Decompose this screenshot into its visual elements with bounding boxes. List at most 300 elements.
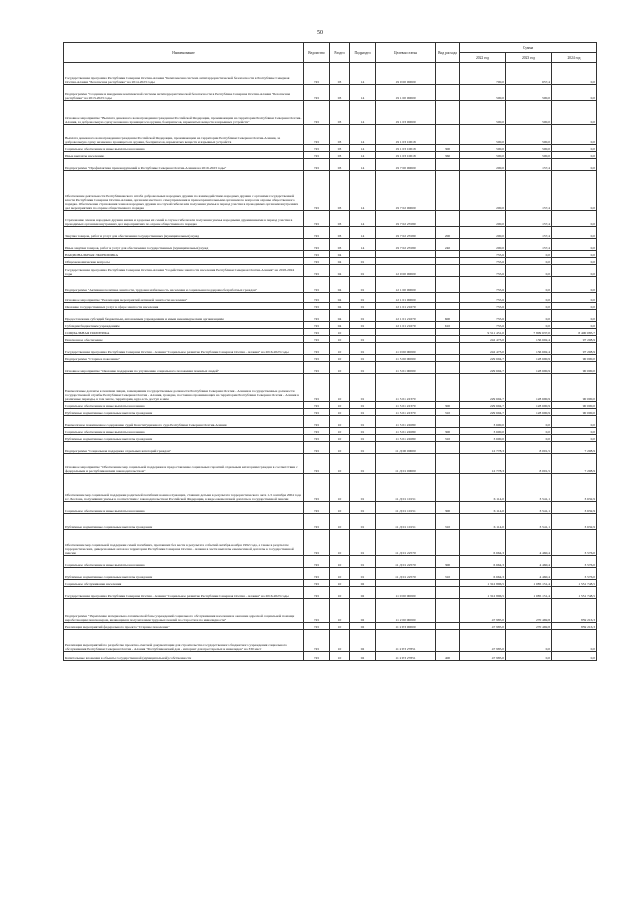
table-body bbox=[64, 63, 597, 661]
table-cell-p: 14 bbox=[350, 227, 376, 239]
table-cell-r: 03 bbox=[330, 125, 350, 145]
table-row bbox=[64, 587, 597, 599]
table-cell-a: 755,6 bbox=[460, 258, 506, 265]
table-cell-b: 0,0 bbox=[506, 310, 552, 322]
table-cell-b: 0,0 bbox=[506, 251, 552, 258]
table-cell-a: 500,0 bbox=[460, 101, 506, 125]
table-cell-n: Государственная программа Республики Северная Осетия - Алания "Социальное развитие Республики Северная Осетия - Алания" на 2016-2023 годы bbox=[64, 587, 304, 599]
table-cell-c: 0,0 bbox=[552, 258, 597, 265]
table-cell-cs: 11 0 00 00000 bbox=[376, 343, 436, 355]
table-cell-p: 01 bbox=[350, 374, 376, 402]
table-row bbox=[64, 152, 597, 159]
table-row bbox=[64, 251, 597, 258]
table-cell-a: 200,0 bbox=[460, 159, 506, 171]
table-cell-n: Социальное обеспечение и иные выплаты населению bbox=[64, 145, 304, 152]
table-cell-p: 14 bbox=[350, 152, 376, 159]
table-cell-c: 859 216,3 bbox=[552, 599, 597, 623]
table-cell-r: 10 bbox=[330, 362, 350, 374]
table-cell-b: 500,0 bbox=[506, 152, 552, 159]
table-cell-b: 128 690,9 bbox=[506, 362, 552, 374]
table-cell-p: 01 bbox=[350, 343, 376, 355]
table-cell-c: 0,0 bbox=[552, 63, 597, 85]
table-cell-b: 0,0 bbox=[506, 630, 552, 652]
table-row bbox=[64, 416, 597, 428]
table-cell-vr bbox=[436, 580, 460, 587]
table-cell-b: 0,0 bbox=[506, 293, 552, 303]
table-cell-r: 10 bbox=[330, 514, 350, 530]
table-cell-p: 02 bbox=[350, 623, 376, 630]
table-cell-p: 01 bbox=[350, 293, 376, 303]
table-cell-b: 657,4 bbox=[506, 63, 552, 85]
table-cell-r: 03 bbox=[330, 171, 350, 211]
table-cell-vr: 300 bbox=[436, 402, 460, 409]
table-cell-n: Обеспечение мер социальной поддержки родителей погибших военнослужащих, ставших детьми в результате террористического акта 1-3 сентября 2004 года в г. Беслане, получивших увечья в соответствии с законодательством Российской Федерации, в виде ежемесячной доплаты к государственной пенсии bbox=[64, 474, 304, 502]
table-cell-c: 90 000,0 bbox=[552, 409, 597, 416]
table-cell-v: 745 bbox=[304, 239, 330, 251]
table-cell-c: 97 208,9 bbox=[552, 343, 597, 355]
table-cell-p: 14 bbox=[350, 211, 376, 227]
table-cell-p: 01 bbox=[350, 514, 376, 530]
table-cell-n: Подпрограмма "Старшее поколение" bbox=[64, 355, 304, 362]
table-cell-r: 04 bbox=[330, 322, 350, 329]
table-cell-vr: 300 bbox=[436, 556, 460, 568]
table-cell-c: 3 576,0 bbox=[552, 556, 597, 568]
table-cell-r: 10 bbox=[330, 336, 350, 343]
table-cell-cs: 12 1 01 21670 bbox=[376, 322, 436, 329]
table-cell-vr: 300 bbox=[436, 428, 460, 435]
table-cell-a: 47 985,0 bbox=[460, 623, 506, 630]
table-cell-cs: 19 7 02 25580 bbox=[376, 211, 436, 227]
table-cell-a: 229 694,7 bbox=[460, 402, 506, 409]
table-cell-vr: 600 bbox=[436, 310, 460, 322]
table-cell-n: Публичные нормативные социальные выплаты гражданам bbox=[64, 514, 304, 530]
table-cell-b: 157,4 bbox=[506, 239, 552, 251]
table-cell-vr: 310 bbox=[436, 435, 460, 442]
table-cell-b: 8 001,5 bbox=[506, 442, 552, 454]
table-cell-cs: 11 5 01 22680 bbox=[376, 435, 436, 442]
table-cell-c: 0,0 bbox=[552, 428, 597, 435]
table-cell-b: 0,0 bbox=[506, 322, 552, 329]
budget-table bbox=[63, 42, 597, 661]
table-row bbox=[64, 125, 597, 145]
table-cell-b: 500,0 bbox=[506, 125, 552, 145]
table-row bbox=[64, 159, 597, 171]
table-cell-v: 745 bbox=[304, 277, 330, 293]
table-cell-v: 745 bbox=[304, 454, 330, 474]
table-cell-r: 03 bbox=[330, 211, 350, 227]
table-cell-cs: 12 1 01 21670 bbox=[376, 303, 436, 310]
table-cell-n: Подпрограмма "Профилактика правонарушений в Республике Северная Осетия-Алания на 2019-2023 годы" bbox=[64, 159, 304, 171]
table-cell-b: 136 692,4 bbox=[506, 336, 552, 343]
table-cell-r: 10 bbox=[330, 402, 350, 409]
table-cell-p: 14 bbox=[350, 239, 376, 251]
table-cell-b: 128 690,9 bbox=[506, 355, 552, 362]
table-row bbox=[64, 63, 597, 85]
table-cell-cs: 11 Д 00 00000 bbox=[376, 442, 436, 454]
table-cell-cs: 11 Д 01 10151 bbox=[376, 474, 436, 502]
table-cell-c: 97 208,9 bbox=[552, 336, 597, 343]
table-cell-cs: 19 1 03 10018 bbox=[376, 145, 436, 152]
table-cell-c: 0,0 bbox=[552, 293, 597, 303]
table-row bbox=[64, 556, 597, 568]
table-cell-n: Обеспечение деятельности Республиканского штаба добровольных народных дружин по взаимодействию народных дружин с органами государственной власти Республики Северная Осетия-Алания, органами местного самоуправления и правоохранительными органами по вопросам охраны общественного порядка. Обеспечение страхования членов народных дружин на случай гибели или получения увечья в период участия в проводимых органами внутренних дел мероприятиях по охране общественного порядка bbox=[64, 171, 304, 211]
table-cell-r: 10 bbox=[330, 530, 350, 556]
table-cell-p: 01 bbox=[350, 310, 376, 322]
table-row bbox=[64, 630, 597, 652]
table-cell-a: 200,0 bbox=[460, 171, 506, 211]
table-cell-v: 745 bbox=[304, 409, 330, 416]
table-cell-r: 03 bbox=[330, 85, 350, 101]
table-cell-n: Государственная программа Республики Северная Осетия-Алания "Комплексная система антитеррористической безопасности в Республике Северная Осетия-Алания "Безопасная республика" на 2014-2023 годы bbox=[64, 63, 304, 85]
table-cell-r: 04 bbox=[330, 251, 350, 258]
table-cell-p: 01 bbox=[350, 336, 376, 343]
table-cell-cs: 19 1 03 00000 bbox=[376, 101, 436, 125]
table-cell-a: 755,6 bbox=[460, 277, 506, 293]
table-cell-cs: 19 7 00 00000 bbox=[376, 159, 436, 171]
table-row bbox=[64, 580, 597, 587]
table-cell-vr bbox=[436, 258, 460, 265]
table-cell-p: 01 bbox=[350, 454, 376, 474]
table-cell-p: 01 bbox=[350, 362, 376, 374]
table-cell-r: 10 bbox=[330, 435, 350, 442]
table-cell-a: 9 511 451,0 bbox=[460, 329, 506, 336]
table-cell-vr bbox=[436, 329, 460, 336]
table-cell-b: 8 001,5 bbox=[506, 454, 552, 474]
table-cell-b: 157,4 bbox=[506, 159, 552, 171]
table-cell-vr: 300 bbox=[436, 145, 460, 152]
table-cell-c: 0,0 bbox=[552, 171, 597, 211]
table-cell-c: 0,0 bbox=[552, 277, 597, 293]
table-cell-cs: 19 1 00 00000 bbox=[376, 85, 436, 101]
table-row bbox=[64, 303, 597, 310]
table-cell-cs: 11 5 01 22680 bbox=[376, 416, 436, 428]
table-cell-r: 03 bbox=[330, 145, 350, 152]
table-cell-c: 90 000,0 bbox=[552, 355, 597, 362]
table-cell-vr bbox=[436, 362, 460, 374]
table-cell-cs: 11 2 Р3 27851 bbox=[376, 652, 436, 661]
table-cell-cs: 19 1 03 10018 bbox=[376, 152, 436, 159]
table-cell-vr bbox=[436, 211, 460, 227]
table-cell-r: 04 bbox=[330, 303, 350, 310]
table-cell-cs bbox=[376, 329, 436, 336]
table-cell-b: 4 460,4 bbox=[506, 530, 552, 556]
table-cell-b: 128 690,9 bbox=[506, 402, 552, 409]
table-cell-a: 500,0 bbox=[460, 145, 506, 152]
table-cell-p: 01 bbox=[350, 416, 376, 428]
table-cell-b: 128 690,9 bbox=[506, 409, 552, 416]
table-cell-v: 745 bbox=[304, 310, 330, 322]
table-cell-cs: 11 Д 01 10151 bbox=[376, 514, 436, 530]
table-row bbox=[64, 623, 597, 630]
table-cell-cs: 11 Д 01 10151 bbox=[376, 502, 436, 514]
table-cell-r: 10 bbox=[330, 630, 350, 652]
table-cell-p: 01 bbox=[350, 530, 376, 556]
table-cell-v: 745 bbox=[304, 428, 330, 435]
table-cell-p: 01 bbox=[350, 258, 376, 265]
table-cell-cs: 11 5 01 00000 bbox=[376, 362, 436, 374]
table-cell-vr bbox=[436, 416, 460, 428]
table-cell-v: 745 bbox=[304, 416, 330, 428]
table-cell-v: 745 bbox=[304, 599, 330, 623]
table-cell-b: 157,4 bbox=[506, 227, 552, 239]
table-cell-c: 0,0 bbox=[552, 435, 597, 442]
table-cell-v: 745 bbox=[304, 343, 330, 355]
table-cell-v: 745 bbox=[304, 502, 330, 514]
table-cell-vr bbox=[436, 442, 460, 454]
table-cell-cs bbox=[376, 251, 436, 258]
table-cell-vr bbox=[436, 530, 460, 556]
table-cell-n: Государственная программа Республики Северная Осетия - Алания "Социальное развитие Республики Северная Осетия - Алания" на 2016-2023 годы bbox=[64, 343, 304, 355]
table-cell-b: 128 690,9 bbox=[506, 374, 552, 402]
table-cell-r: 03 bbox=[330, 101, 350, 125]
table-cell-a: 6 114,0 bbox=[460, 502, 506, 514]
table-cell-a: 6 664,3 bbox=[460, 556, 506, 568]
table-cell-p: 14 bbox=[350, 159, 376, 171]
table-cell-vr bbox=[436, 454, 460, 474]
table-cell-v: 745 bbox=[304, 435, 330, 442]
table-cell-b: 4 460,4 bbox=[506, 568, 552, 580]
table-cell-a: 755,6 bbox=[460, 322, 506, 329]
table-row bbox=[64, 211, 597, 227]
table-cell-vr bbox=[436, 265, 460, 277]
table-cell-c: 90 000,0 bbox=[552, 362, 597, 374]
table-cell-b: 4 460,4 bbox=[506, 556, 552, 568]
table-cell-a: 229 694,7 bbox=[460, 362, 506, 374]
table-cell-c: 0,0 bbox=[552, 310, 597, 322]
table-cell-n: Основное мероприятие "Выплата денежного вознаграждения гражданам Российской Федерации, проживающим на территории Республики Северная Осетия-Алания, за добровольную сдачу незаконно хранящегося оружия, боеприпасов, взрывчатых веществ и взрывных устройств" bbox=[64, 101, 304, 125]
table-cell-vr bbox=[436, 101, 460, 125]
table-cell-n: Подпрограмма "Укрепление материально-технической базы учреждений социального обслуживания населения и оказание адресной социальной помощи неработающим пенсионерам, являющимся получателями трудовых пенсий по старости и по инвалидности" bbox=[64, 599, 304, 623]
table-cell-b: 3 541,1 bbox=[506, 514, 552, 530]
table-cell-n: Подпрограмма "Активная политика занятости, трудовая мобильность населения и социальная поддержка безработных граждан" bbox=[64, 277, 304, 293]
table-cell-v: 745 bbox=[304, 474, 330, 502]
table-cell-a: 755,6 bbox=[460, 310, 506, 322]
table-cell-n: Ежемесячное пожизненное содержание судей Конституционного суда Республики Северная Осетия-Алания bbox=[64, 416, 304, 428]
table-cell-n: Предоставление субсидий бюджетным, автономным учреждениям и иным некоммерческим организациям bbox=[64, 310, 304, 322]
table-cell-r: 10 bbox=[330, 409, 350, 416]
table-row bbox=[64, 530, 597, 556]
table-row bbox=[64, 145, 597, 152]
table-row bbox=[64, 343, 597, 355]
table-cell-v: 745 bbox=[304, 251, 330, 258]
table-cell-n: Социальное обеспечение и иные выплаты населению bbox=[64, 402, 304, 409]
table-cell-v: 745 bbox=[304, 258, 330, 265]
table-cell-cs: 11 5 00 00000 bbox=[376, 355, 436, 362]
table-cell-cs: 11 Д 01 22570 bbox=[376, 556, 436, 568]
table-cell-cs bbox=[376, 336, 436, 343]
table-cell-p: 01 bbox=[350, 556, 376, 568]
table-cell-p: 01 bbox=[350, 355, 376, 362]
table-cell-vr bbox=[436, 336, 460, 343]
table-cell-cs: 19 0 00 00000 bbox=[376, 63, 436, 85]
table-cell-c: 0,0 bbox=[552, 265, 597, 277]
table-row bbox=[64, 599, 597, 623]
table-cell-p: 14 bbox=[350, 63, 376, 85]
table-cell-vr: 310 bbox=[436, 409, 460, 416]
table-cell-n: Оказание государственных услуг в сфере занятости населения bbox=[64, 303, 304, 310]
header-year-2022: 2022 год bbox=[460, 53, 506, 63]
table-cell-a: 755,6 bbox=[460, 293, 506, 303]
table-cell-p: 01 bbox=[350, 265, 376, 277]
table-cell-cs: 19 1 03 10018 bbox=[376, 125, 436, 145]
table-cell-r: 10 bbox=[330, 599, 350, 623]
table-cell-p: 01 bbox=[350, 303, 376, 310]
table-cell-a: 6 114,0 bbox=[460, 474, 506, 502]
table-cell-a: 242 473,0 bbox=[460, 343, 506, 355]
table-cell-b: 270 469,8 bbox=[506, 623, 552, 630]
table-cell-p: 14 bbox=[350, 85, 376, 101]
table-cell-a: 3 600,0 bbox=[460, 435, 506, 442]
table-cell-b: 7 809 637,0 bbox=[506, 329, 552, 336]
table-cell-n: Социальное обеспечение и иные выплаты населению bbox=[64, 502, 304, 514]
table-cell-c: 0,0 bbox=[552, 145, 597, 152]
table-cell-n: Подпрограмма "Создание и внедрение комплексной системы антитеррористической безопасности в Республике Северная Осетия-Алания "Безопасная республика" на 2013-2023 годы bbox=[64, 85, 304, 101]
table-cell-vr bbox=[436, 374, 460, 402]
table-row bbox=[64, 409, 597, 416]
table-cell-c: 1 551 748,5 bbox=[552, 580, 597, 587]
table-cell-a: 755,6 bbox=[460, 251, 506, 258]
table-cell-a: 47 985,0 bbox=[460, 652, 506, 661]
table-cell-v: 745 bbox=[304, 652, 330, 661]
table-cell-n: Ежемесячные доплаты к пенсиям лицам, замещавшим государственные должности Республики Северная Осетия - Алания и государственные должности государственной службы Республики Северная Осетия - Алания, граждан, постоянно проживающих на территории Республики Северная Осетия - Алания в различные периоды, в том числе, территории, куда есть доступ к ним bbox=[64, 374, 304, 402]
table-cell-a: 200,0 bbox=[460, 227, 506, 239]
table-row bbox=[64, 514, 597, 530]
table-cell-vr bbox=[436, 474, 460, 502]
table-cell-cs: 11 2 Р3 00000 bbox=[376, 623, 436, 630]
table-cell-v: 745 bbox=[304, 556, 330, 568]
table-cell-r: 10 bbox=[330, 442, 350, 454]
table-row bbox=[64, 265, 597, 277]
table-cell-c: 0,0 bbox=[552, 152, 597, 159]
table-cell-r: 10 bbox=[330, 580, 350, 587]
table-cell-p bbox=[350, 329, 376, 336]
table-cell-p: 14 bbox=[350, 145, 376, 152]
table-cell-n: Публичные нормативные социальные выплаты гражданам bbox=[64, 568, 304, 580]
table-cell-v: 745 bbox=[304, 362, 330, 374]
table-cell-r: 03 bbox=[330, 239, 350, 251]
table-cell-vr: 200 bbox=[436, 227, 460, 239]
table-cell-n: Основное мероприятие "Обеспечение мер социальной поддержки и предоставление социальных гарантий отдельным категориям граждан в соответствии с федеральным и республиканским законодательством" bbox=[64, 454, 304, 474]
table-cell-p: 01 bbox=[350, 402, 376, 409]
table-cell-v: 745 bbox=[304, 374, 330, 402]
table-cell-v: 745 bbox=[304, 159, 330, 171]
table-cell-p: 01 bbox=[350, 435, 376, 442]
table-cell-vr bbox=[436, 171, 460, 211]
table-cell-n: Социальное обеспечение и иные выплаты населению bbox=[64, 428, 304, 435]
table-cell-cs: 11 Д 01 00000 bbox=[376, 454, 436, 474]
table-cell-v: 745 bbox=[304, 152, 330, 159]
table-row bbox=[64, 474, 597, 502]
table-cell-v: 745 bbox=[304, 211, 330, 227]
table-cell-c: 0,0 bbox=[552, 125, 597, 145]
table-cell-cs: 11 5 01 22370 bbox=[376, 402, 436, 409]
table-cell-a: 3 600,0 bbox=[460, 416, 506, 428]
table-cell-cs: 12 1 00 00000 bbox=[376, 277, 436, 293]
table-cell-a: 6 664,3 bbox=[460, 530, 506, 556]
table-cell-c: 3 576,0 bbox=[552, 530, 597, 556]
table-cell-a: 229 694,7 bbox=[460, 409, 506, 416]
table-cell-c: 7 208,9 bbox=[552, 454, 597, 474]
table-cell-n: Иные закупки товаров, работ и услуг для обеспечения государственных (муниципальных) нужд bbox=[64, 239, 304, 251]
table-cell-vr bbox=[436, 630, 460, 652]
table-cell-p: 14 bbox=[350, 171, 376, 211]
table-row bbox=[64, 454, 597, 474]
table-cell-vr: 300 bbox=[436, 502, 460, 514]
table-cell-vr: 240 bbox=[436, 239, 460, 251]
table-cell-b: 0,0 bbox=[506, 265, 552, 277]
table-cell-r: 10 bbox=[330, 374, 350, 402]
table-cell-c: 3 576,0 bbox=[552, 568, 597, 580]
table-cell-cs: 19 7 02 25580 bbox=[376, 239, 436, 251]
table-cell-r: 10 bbox=[330, 556, 350, 568]
table-cell-r: 10 bbox=[330, 568, 350, 580]
table-cell-r: 10 bbox=[330, 587, 350, 599]
table-cell-cs: 11 Д 01 22570 bbox=[376, 568, 436, 580]
table-cell-c: 0,0 bbox=[552, 322, 597, 329]
table-row bbox=[64, 85, 597, 101]
table-row bbox=[64, 310, 597, 322]
table-cell-n: Социальное обслуживание населения bbox=[64, 580, 304, 587]
table-cell-cs: 12 1 01 21670 bbox=[376, 310, 436, 322]
table-cell-vr bbox=[436, 159, 460, 171]
table-cell-a: 1 312 896,5 bbox=[460, 587, 506, 599]
table-row bbox=[64, 101, 597, 125]
table-cell-n: Основное мероприятие "Оказание поддержки по улучшению социального положения пожилых людей" bbox=[64, 362, 304, 374]
table-cell-r: 04 bbox=[330, 277, 350, 293]
table-cell-v: 745 bbox=[304, 580, 330, 587]
table-cell-v: 745 bbox=[304, 402, 330, 409]
table-cell-vr bbox=[436, 251, 460, 258]
table-row bbox=[64, 171, 597, 211]
table-cell-a: 229 694,7 bbox=[460, 374, 506, 402]
table-cell-b: 500,0 bbox=[506, 85, 552, 101]
table-cell-n: Выплата денежного вознаграждения гражданам Российской Федерации, проживающим на территории Республики Северная Осетия-Алания, за добровольную сдачу незаконно хранящегося оружия, боеприпасов, взрывчатых веществ и взрывных устройств bbox=[64, 125, 304, 145]
table-cell-a: 6 114,0 bbox=[460, 514, 506, 530]
table-cell-v: 745 bbox=[304, 171, 330, 211]
table-cell-c: 3 632,9 bbox=[552, 514, 597, 530]
table-cell-v: 745 bbox=[304, 530, 330, 556]
table-cell-b: 0,0 bbox=[506, 277, 552, 293]
table-cell-c: 7 208,9 bbox=[552, 442, 597, 454]
table-cell-b: 136 692,4 bbox=[506, 343, 552, 355]
table-cell-a: 500,0 bbox=[460, 125, 506, 145]
table-cell-p bbox=[350, 251, 376, 258]
table-row bbox=[64, 502, 597, 514]
table-row bbox=[64, 239, 597, 251]
table-cell-v: 745 bbox=[304, 623, 330, 630]
table-cell-v: 745 bbox=[304, 514, 330, 530]
table-cell-r: 10 bbox=[330, 428, 350, 435]
table-cell-cs: 19 7 02 00000 bbox=[376, 171, 436, 211]
table-cell-p: 01 bbox=[350, 568, 376, 580]
table-cell-cs: 11 0 00 00000 bbox=[376, 587, 436, 599]
table-row bbox=[64, 293, 597, 303]
table-cell-v: 745 bbox=[304, 329, 330, 336]
table-cell-r: 04 bbox=[330, 258, 350, 265]
table-cell-a: 12 778,3 bbox=[460, 442, 506, 454]
table-cell-a: 47 985,0 bbox=[460, 599, 506, 623]
table-cell-b: 270 469,8 bbox=[506, 599, 552, 623]
table-row bbox=[64, 258, 597, 265]
table-cell-b: 500,0 bbox=[506, 145, 552, 152]
table-cell-v: 745 bbox=[304, 85, 330, 101]
table-cell-c: 0,0 bbox=[552, 652, 597, 661]
table-cell-a: 1 312 896,5 bbox=[460, 580, 506, 587]
table-cell-r: 10 bbox=[330, 416, 350, 428]
table-row bbox=[64, 322, 597, 329]
table-cell-vr bbox=[436, 63, 460, 85]
table-cell-v: 745 bbox=[304, 587, 330, 599]
